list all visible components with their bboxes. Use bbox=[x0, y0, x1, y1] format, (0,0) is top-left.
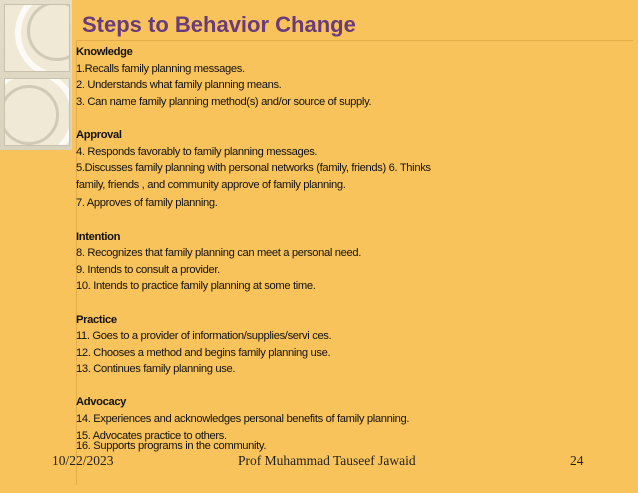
section-heading-approval: Approval bbox=[76, 128, 122, 141]
list-item: 4. Responds favorably to family planning messages. bbox=[76, 145, 318, 158]
list-item: 5.Discusses family planning with personal networks (family, friends) 6. Thinks bbox=[76, 162, 431, 175]
content-body bbox=[76, 44, 596, 455]
section-heading-advocacy: Advocacy bbox=[76, 396, 127, 409]
section-heading-practice: Practice bbox=[76, 313, 117, 326]
list-item: 12. Chooses a method and begins family planning use. bbox=[76, 346, 331, 359]
decorative-strip bbox=[0, 0, 72, 150]
section-heading-knowledge: Knowledge bbox=[76, 46, 133, 58]
decorative-tile bbox=[4, 78, 70, 146]
list-item: 8. Recognizes that family planning can meet a personal need. bbox=[76, 247, 361, 260]
list-item: 11. Goes to a provider of information/supplies/servi ces. bbox=[76, 330, 332, 343]
list-item: 1.Recalls family planning messages. bbox=[76, 62, 245, 75]
list-item: family, friends , and community approve of family planning. bbox=[76, 178, 346, 191]
footer-author: Prof Muhammad Tauseef Jawaid bbox=[238, 453, 416, 468]
list-item: 13. Continues family planning use. bbox=[76, 363, 236, 376]
list-item: 15. Advocates practice to others. bbox=[76, 429, 227, 442]
slide-title: Steps to Behavior Change bbox=[82, 12, 356, 37]
list-item: 16. Supports programs in the community. bbox=[76, 440, 267, 453]
page-number: 24 bbox=[570, 453, 584, 468]
list-item: 2. Understands what family planning means. bbox=[76, 79, 282, 92]
list-item: 14. Experiences and acknowledges personal benefits of family planning. bbox=[76, 413, 410, 426]
list-item: 9. Intends to consult a provider. bbox=[76, 263, 220, 276]
footer-date: 10/22/2023 bbox=[52, 453, 114, 468]
section-heading-intention: Intention bbox=[76, 230, 121, 243]
decorative-tile bbox=[4, 4, 70, 72]
title-divider bbox=[76, 40, 633, 41]
list-item: 7. Approves of family planning. bbox=[76, 197, 218, 210]
list-item: 3. Can name family planning method(s) and/or source of supply. bbox=[76, 95, 372, 108]
list-item: 10. Intends to practice family planning at some time. bbox=[76, 280, 316, 293]
